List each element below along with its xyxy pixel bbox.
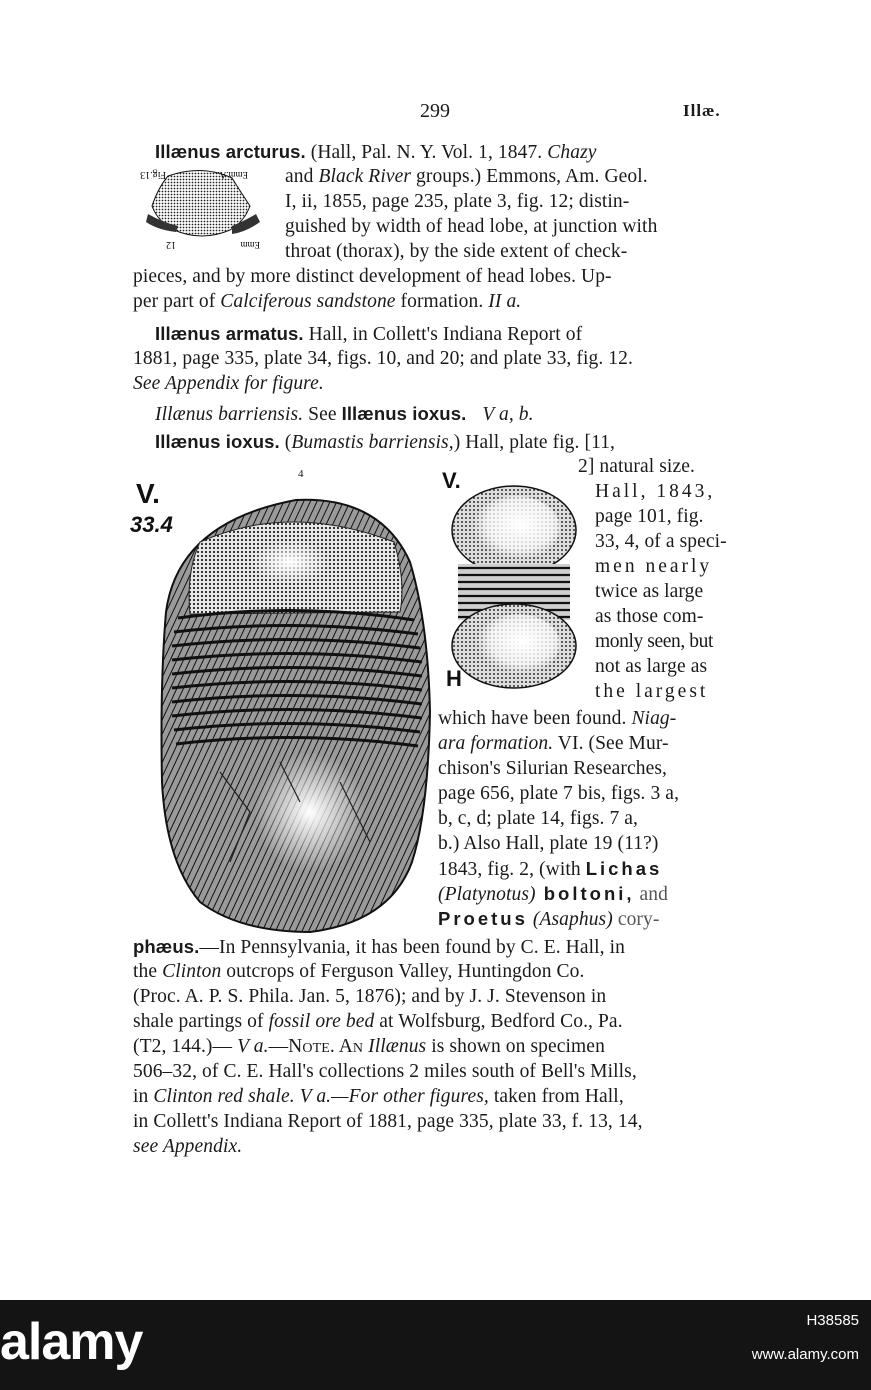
- ioxus-f-1: [133, 935, 625, 960]
- page-number: 299: [420, 100, 450, 122]
- ioxus-col-2: page 101, fig.: [595, 506, 704, 527]
- barriensis-line: [155, 402, 534, 427]
- ioxus-w-2: [438, 732, 669, 756]
- ioxus-line-1: [155, 430, 615, 455]
- ioxus-w-5: b, c, d; plate 14, figs. 7 a,: [438, 808, 639, 829]
- ioxus-f7-italic2: V a.—For other figures,: [299, 1086, 489, 1107]
- ioxus-w9-italic: (Asaphus): [527, 909, 613, 930]
- arcturus-l7b: formation.: [395, 291, 489, 312]
- ioxus-f5c: is shown on specimen: [426, 1036, 605, 1057]
- ioxus-f2a: the: [133, 961, 163, 982]
- ioxus-f4b: at Wolfsburg, Bedford Co., Pa.: [374, 1011, 623, 1032]
- ioxus-col-0: 2] natural size.: [578, 456, 695, 477]
- ioxus-l1-italic: Bumastis barriensis,: [291, 432, 454, 453]
- ioxus-col-4: men nearly: [595, 556, 713, 577]
- ioxus-f7a: in: [133, 1086, 154, 1107]
- barriensis-bold: Illænus ioxus.: [341, 403, 467, 424]
- ioxus-w8-bold: boltoni,: [535, 883, 635, 904]
- ioxus-w1a: which have been found.: [438, 708, 632, 729]
- ioxus-w1-italic: Niag-: [631, 708, 677, 729]
- ioxus-f-7: [133, 1085, 624, 1109]
- ioxus-w-8: [438, 882, 668, 907]
- ioxus-w2-italic: ara formation.: [438, 733, 554, 754]
- ioxus-w7a: 1843, fig. 2, (with: [438, 859, 586, 880]
- arcturus-line-5: throat (thorax), by the side extent of check-: [285, 241, 628, 262]
- ioxus-w-9: [438, 907, 659, 932]
- ioxus-w-7: [438, 857, 662, 882]
- large-trilobite-figure: [160, 482, 432, 936]
- armatus-line-3: See Appendix for figure.: [133, 373, 324, 394]
- site-url: www.alamy.com: [751, 1346, 859, 1363]
- ioxus-f1: —In Pennsylvania, it has been found by C. E. Hall, in: [199, 937, 625, 958]
- arcturus-l2a: and: [285, 166, 319, 187]
- ioxus-f5-italic2: Illænus: [368, 1036, 427, 1057]
- ioxus-col-8: not as large as: [595, 656, 708, 677]
- ioxus-f5b: —Note. An: [268, 1036, 369, 1057]
- ioxus-f-3: (Proc. A. P. S. Phila. Jan. 5, 1876); and by J. J. Stevenson in: [133, 986, 607, 1007]
- arcturus-line-7: [133, 290, 521, 314]
- ioxus-col-1: Hall, 1843,: [595, 481, 716, 502]
- ioxus-w2b: VI. (See Mur-: [553, 733, 669, 754]
- ioxus-w9-bold: Proetus: [438, 908, 528, 929]
- ioxus-w-4: page 656, plate 7 bis, figs. 3 a,: [438, 783, 680, 804]
- ioxus-w9c: cory-: [612, 909, 660, 930]
- ioxus-l1a: (: [279, 432, 292, 453]
- ioxus-f-4: [133, 1010, 623, 1034]
- arcturus-l7-italic2: II a.: [488, 291, 522, 312]
- ioxus-w-1: [438, 707, 676, 731]
- armatus-line-1: [155, 322, 582, 347]
- ioxus-f2b: outcrops of Ferguson Valley, Huntingdon Co.: [221, 961, 585, 982]
- arcturus-l7a: per part of: [133, 291, 221, 312]
- ioxus-f-5: [133, 1035, 605, 1059]
- small-fig-label-mid: Emm.A.: [217, 170, 248, 180]
- barriensis-tail: V a, b.: [482, 404, 534, 425]
- armatus-line-2: 1881, page 335, plate 34, figs. 10, and 20; and plate 33, fig. 12.: [133, 348, 633, 369]
- side-trilobite-figure: [448, 484, 578, 690]
- ioxus-f4-italic: fossil ore bed: [268, 1011, 375, 1032]
- arcturus-l1-italic: Chazy: [547, 142, 597, 163]
- ioxus-w-3: chison's Silurian Researches,: [438, 758, 667, 779]
- small-fig-label-bl: 12: [166, 239, 176, 250]
- ioxus-f4a: shale partings of: [133, 1011, 269, 1032]
- ioxus-f7c: taken from Hall,: [488, 1086, 624, 1107]
- arcturus-l2b: groups.) Emmons, Am. Geol.: [411, 166, 648, 187]
- barriensis-see: See: [303, 404, 342, 425]
- ioxus-w7-bold: Lichas: [585, 858, 663, 879]
- small-fig-label-left: Fig.13: [140, 169, 166, 180]
- ioxus-f1-bold: phæus.: [133, 936, 200, 957]
- ioxus-col-6: as those com-: [595, 606, 704, 627]
- arcturus-name: Illænus arcturus.: [155, 141, 306, 162]
- right-plate-label: V.: [442, 468, 461, 493]
- ioxus-f5a: (T2, 144.)—: [133, 1036, 238, 1057]
- arcturus-l7-italic: Calciferous sandstone: [220, 291, 396, 312]
- ioxus-w8-italic: (Platynotus): [438, 884, 536, 905]
- stock-id: H38585: [806, 1312, 859, 1329]
- ioxus-col-7: monly seen, but: [595, 631, 714, 652]
- ioxus-col-9: the largest: [595, 681, 709, 702]
- ioxus-f2-italic: Clinton: [162, 961, 222, 982]
- arcturus-line-4: guished by width of head lobe, at junction with: [285, 216, 658, 237]
- ioxus-f-2: [133, 960, 584, 984]
- ioxus-w-6: b.) Also Hall, plate 19 (11?): [438, 833, 659, 854]
- brand-logo: alamy: [0, 1313, 143, 1371]
- ioxus-f5-italic: V a.: [237, 1036, 269, 1057]
- arcturus-line-1: [155, 140, 597, 165]
- ioxus-f-8: in Collett's Indiana Report of 1881, page 335, plate 33, f. 13, 14,: [133, 1111, 643, 1132]
- running-head: Illæ.: [683, 101, 721, 120]
- big-plate-label: V.: [136, 478, 160, 509]
- ioxus-f-9: see Appendix.: [133, 1136, 243, 1157]
- ioxus-col-5: twice as large: [595, 581, 704, 602]
- big-plate-number: 33.4: [130, 512, 173, 537]
- armatus-name: Illænus armatus.: [155, 323, 304, 344]
- ioxus-name: Illænus ioxus.: [155, 431, 280, 452]
- big-figure-top-number: 4: [298, 468, 304, 480]
- arcturus-line-3: I, ii, 1855, page 235, plate 3, fig. 12; distin-: [285, 191, 630, 212]
- ioxus-col-3: 33, 4, of a speci-: [595, 531, 727, 552]
- small-trilobite-figure: [128, 166, 276, 254]
- arcturus-line-6: pieces, and by more distinct development of head lobes. Up-: [133, 266, 612, 287]
- barriensis-italic: Illænus barriensis.: [155, 404, 304, 425]
- arcturus-line-2: [285, 165, 648, 189]
- right-plate-letter: H: [446, 666, 462, 691]
- arcturus-l2-italic: Black River: [318, 166, 412, 187]
- small-fig-label-br: Emm: [240, 240, 260, 250]
- ioxus-l1b: ) Hall, plate fig. [11,: [453, 432, 616, 453]
- ioxus-w8c: and: [634, 884, 668, 905]
- ioxus-f-6: 506–32, of C. E. Hall's collections 2 miles south of Bell's Mills,: [133, 1061, 637, 1082]
- ioxus-f7-italic: Clinton red shale.: [153, 1086, 295, 1107]
- armatus-l1: Hall, in Collett's Indiana Report of: [303, 324, 583, 345]
- arcturus-l1: (Hall, Pal. N. Y. Vol. 1, 1847.: [305, 142, 548, 163]
